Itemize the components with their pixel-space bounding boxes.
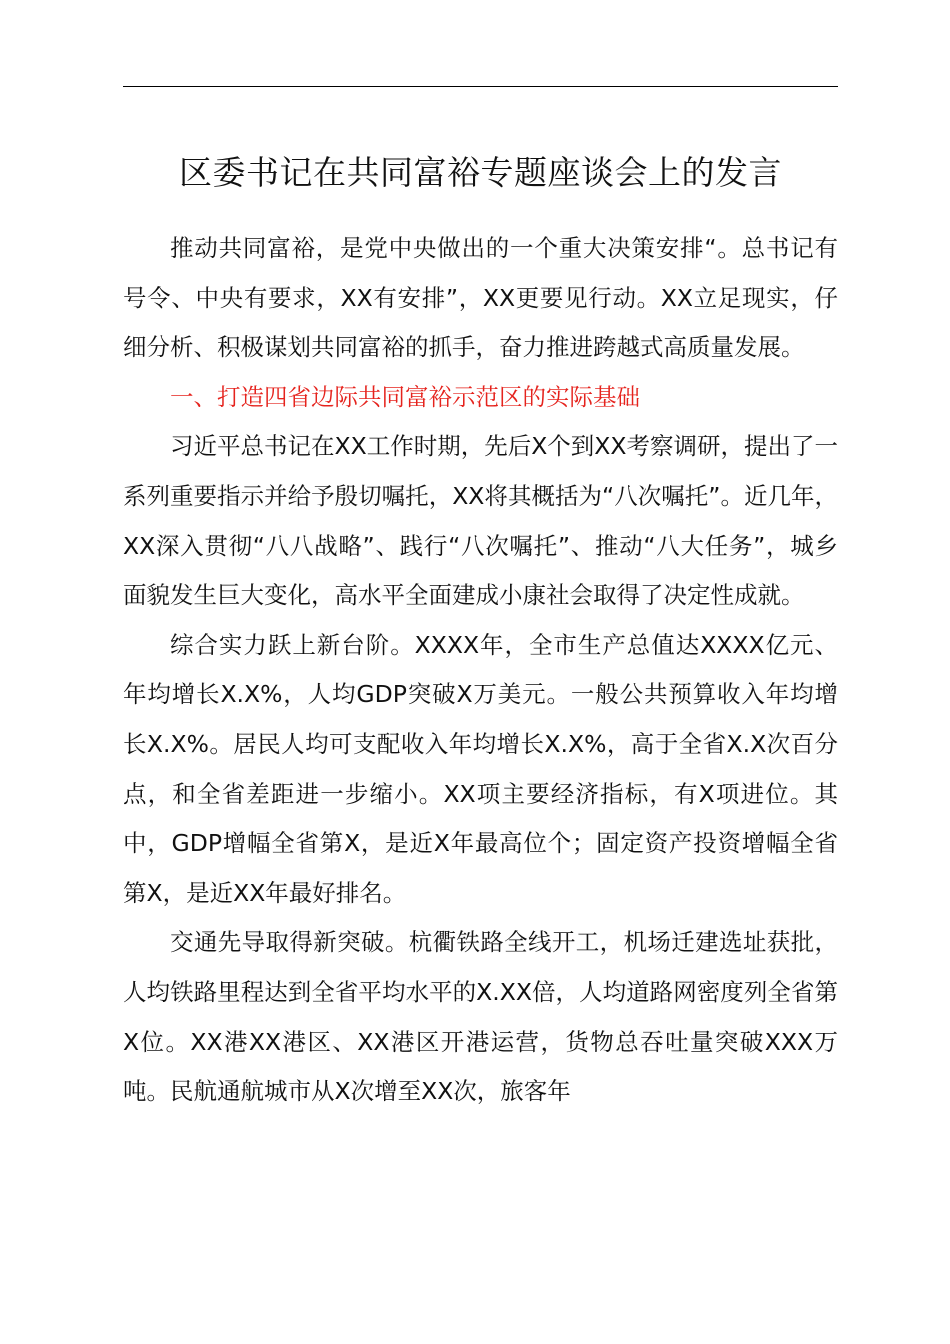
body-paragraph: 交通先导取得新突破。杭衢铁路全线开工，机场迁建选址获批，人均铁路里程达到全省平均水平的X.XX倍，人均道路网密度列全省第X位。XX港XX港区、XX港区开港运营，货物总吞吐量突破XXX万吨。民航通航城市从X次增至XX次，旅客年 bbox=[123, 928, 838, 1106]
body-paragraph: 习近平总书记在XX工作时期，先后X个到XX考察调研，提出了一系列重要指示并给予殷切嘱托，XX将其概括为“八次嘱托”。近几年，XX深入贯彻“八八战略”、践行“八次嘱托”、推动“八大任务”，城乡面貌发生巨大变化，高水平全面建成小康社会取得了决定性成就。 bbox=[123, 432, 838, 610]
header-rule bbox=[123, 86, 838, 87]
document-body bbox=[123, 224, 838, 1117]
body-paragraph: 综合实力跃上新台阶。XXXX年，全市生产总值达XXXX亿元、年均增长X.X%，人均GDP突破X万美元。一般公共预算收入年均增长X.X%。居民人均可支配收入年均增长X.X%，高于全省X.X次百分点，和全省差距进一步缩小。XX项主要经济指标，有X项进位。其中，GDP增幅全省第X，是近X年最高位个；固定资产投资增幅全省第X，是近XX年最好排名。 bbox=[123, 630, 838, 907]
intro-paragraph: 推动共同富裕，是党中央做出的一个重大决策安排“。总书记有号令、中央有要求，XX有安排”，XX更要见行动。XX立足现实，仔细分析、积极谋划共同富裕的抓手，奋力推进跨越式高质量发展。 bbox=[123, 234, 838, 362]
section-heading: 一、打造四省边际共同富裕示范区的实际基础 bbox=[170, 382, 640, 411]
document-title: 区委书记在共同富裕专题座谈会上的发言 bbox=[179, 153, 782, 192]
